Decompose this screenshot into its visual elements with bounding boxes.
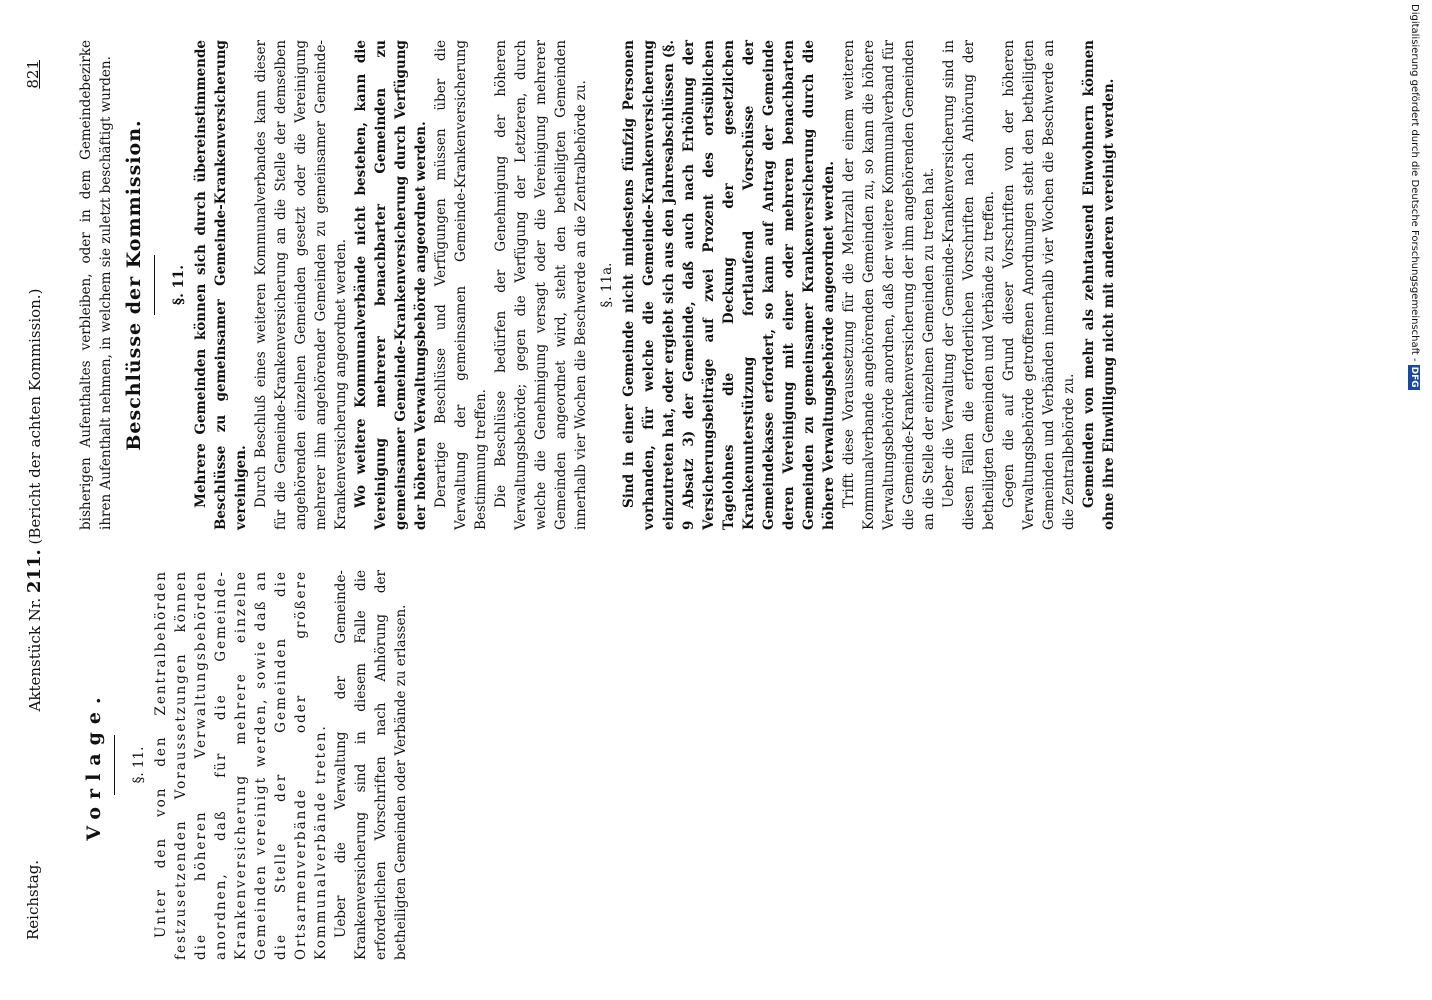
section-heading: §. 11a. <box>599 262 615 308</box>
left-column-vorlage <box>76 570 411 960</box>
paragraph: Gemeinden von mehr als zehntausend Einwohnern können ohne ihre Einwilligung nicht mit anderen vereinigt werden. <box>1081 40 1117 530</box>
paragraph: Die Beschlüsse bedürfen der Genehmigung der höheren Verwaltungsbehörde; gegen die Verfügung der Letzteren, durch welche die Genehmigung versagt oder die Vereinigung mehrerer Gemeinden angeordnet wird, steht den betheiligten Gemeinden innerhalb vier Wochen die Beschwerde an die Zentralbehörde zu. <box>493 40 589 530</box>
paragraph: Durch Beschluß eines weiteren Kommunalverbandes kann dieser für die Gemeinde-Krankenversicherung an die Stelle der demselben angehörenden einzelnen Gemeinden gesetzt oder die Vereinigung mehrerer ihm angehörender Gemeinden zu gemeinsamer Gemeinde-Krankenversicherung angeordnet werden. <box>253 40 349 530</box>
paragraph: Wo weitere Kommunalverbände nicht bestehen, kann die Vereinigung mehrerer benachbarter Gemeinden zu gemeinsamer Gemeinde-Krankenversicherung durch Verfügung der höheren Verwaltungsbehörde angeordnet werden. <box>353 40 429 530</box>
beschluesse-heading: Beschlüsse der Kommission. <box>123 119 145 451</box>
header-center-suffix: (Bericht der achten Kommission.) <box>26 288 44 545</box>
page-number: 821 <box>24 60 42 89</box>
page-header <box>24 60 50 940</box>
heading-rule <box>114 735 115 795</box>
dfg-logo: DFG <box>1409 366 1419 388</box>
paragraph: Mehrere Gemeinden können sich durch übereinstimmende Beschlüsse zu gemeinsamer Gemeinde-Krankenversicherung vereinigen. <box>193 40 249 530</box>
header-title <box>24 60 45 940</box>
paragraph: Derartige Beschlüsse und Verfügungen müssen über die Verwaltung der gemeinsamen Gemeinde-Krankenversicherung Bestimmung treffen. <box>433 40 489 530</box>
paragraph: Ueber die Verwaltung der Gemeinde-Krankenversicherung sind in diesen Fällen die erforderlichen Vorschriften nach Anhörung der betheiligten Gemeinden und Verbände zu treffen. <box>941 40 997 530</box>
heading-rule <box>154 255 155 315</box>
header-document-number: 211. <box>24 549 45 594</box>
vorlage-heading: Vorlage. <box>83 689 105 841</box>
paragraph: Ueber die Verwaltung der Gemeinde-Krankenversicherung sind in diesem Falle die erforderlichen Vorschriften nach Anhörung der betheiligten Gemeinden oder Verbände zu erlassen. <box>333 570 409 960</box>
right-column-beschluesse <box>76 40 1119 530</box>
header-reichstag: Reichstag. <box>24 859 42 940</box>
section-heading: §. 11. <box>171 265 187 305</box>
watermark-text <box>1404 4 1424 396</box>
paragraph: Gegen die auf Grund dieser Vorschriften von der höheren Verwaltungsbehörde getroffenen Anordnungen steht den betheiligten Gemeinden und Verbänden innerhalb vier Wochen die Beschwerde an die Zentralbehörde zu. <box>1001 40 1077 530</box>
header-center-prefix: Aktenstück Nr. <box>26 597 44 712</box>
section-heading: §. 11. <box>131 746 147 784</box>
dfg-watermark <box>1404 4 1428 396</box>
paragraph: Unter den von den Zentralbehörden festzusetzenden Voraussetzungen können die höheren Verwaltungsbehörden anordnen, daß für die Gemeinde-Krankenversicherung mehrere einzelne Gemeinden vereinigt werden, sowie daß an die Stelle der Gemeinden die Ortsarmenverbände oder größere Kommunalverbände treten. <box>153 570 329 960</box>
paragraph: Sind in einer Gemeinde nicht mindestens fünfzig Personen vorhanden, für welche die Gemeinde-Krankenversicherung einzutreten hat, oder ergiebt sich aus den Jahresabschlüssen (§. 9 Absatz 3) der Gemeinde, daß auch nach Erhöhung der Versicherungsbeiträge auf zwei Prozent des ortsüblichen Tagelohnes die Deckung der gesetzlichen Krankenunterstützung fortlaufend Vorschüsse der Gemeindekasse erfordert, so kann auf Antrag der Gemeinde deren Vereinigung mit einer oder mehreren benachbarten Gemeinden zu gemeinsamer Krankenversicherung durch die höhere Verwaltungsbehörde angeordnet werden. <box>621 40 837 530</box>
paragraph: Trifft diese Voraussetzung für die Mehrzahl der einem weiteren Kommunalverbande angehörenden Gemeinden zu, so kann die höhere Verwaltungsbehörde anordnen, daß der weitere Kommunalverband für die Gemeinde-Krankenversicherung der ihm angehörenden Gemeinden an die Stelle der einzelnen Gemeinden zu treten hat. <box>841 40 937 530</box>
watermark-caption: Digitalisierung gefördert durch die Deutsche Forschungsgemeinschaft - <box>1409 4 1420 362</box>
continuation-paragraph: bisherigen Aufenthaltes verbleiben, oder in dem Gemeindebezirke ihren Aufenthalt nehmen, in welchem sie zuletzt beschäftigt wurden. <box>78 40 114 530</box>
